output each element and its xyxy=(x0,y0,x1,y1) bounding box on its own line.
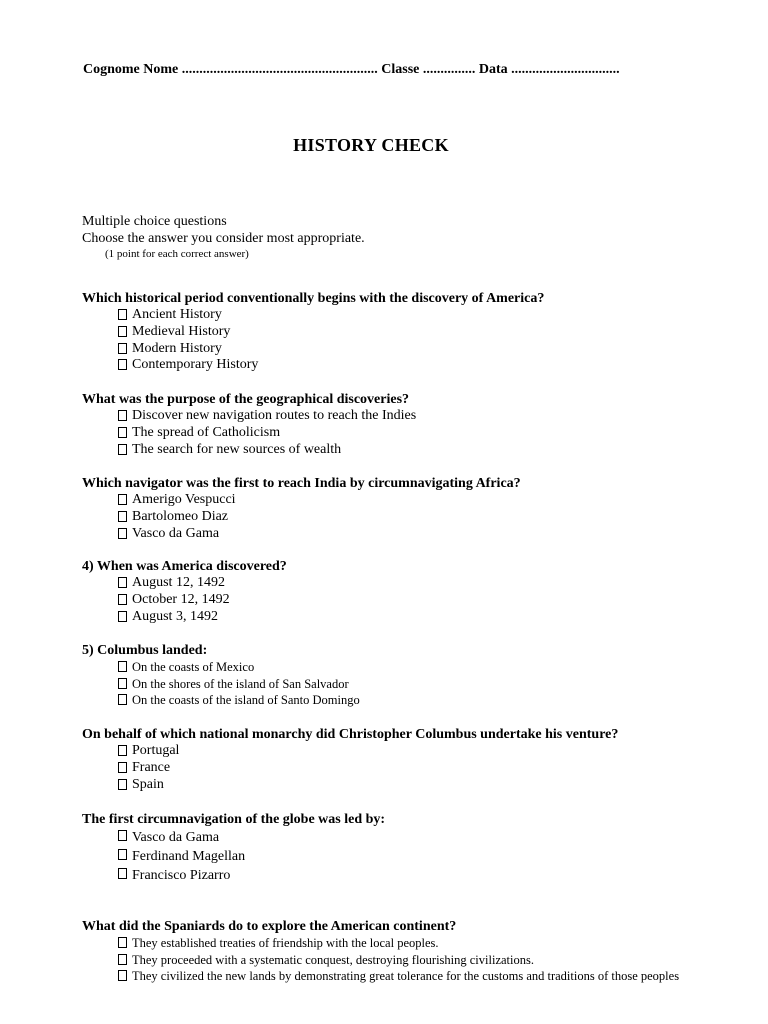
answer-label: They civilized the new lands by demonstrating great tolerance for the customs and traditions of those peoples xyxy=(132,969,680,984)
checkbox-icon[interactable] xyxy=(118,577,127,588)
checkbox-icon[interactable] xyxy=(118,849,127,860)
answer-option[interactable] xyxy=(82,659,722,676)
question-text: The first circumnavigation of the globe was led by: xyxy=(82,812,386,827)
checkbox-icon[interactable] xyxy=(118,444,127,455)
checkbox-icon[interactable] xyxy=(118,326,127,337)
answer-label: Vasco da Gama xyxy=(132,525,220,541)
answer-option[interactable] xyxy=(82,866,722,885)
checkbox-icon[interactable] xyxy=(118,494,127,505)
answer-label: Bartolomeo Diaz xyxy=(132,508,229,524)
answer-label: October 12, 1492 xyxy=(132,591,230,607)
question-text: On behalf of which national monarchy did Christopher Columbus undertake his venture? xyxy=(82,727,619,742)
question-text: 4) When was America discovered? xyxy=(82,559,287,574)
answer-option[interactable] xyxy=(82,324,722,341)
answer-label: The search for new sources of wealth xyxy=(132,441,342,457)
instructions-text: Choose the answer you consider most appropriate. xyxy=(82,231,365,246)
question-1 xyxy=(82,290,722,374)
answer-label: France xyxy=(132,759,171,775)
checkbox-icon[interactable] xyxy=(118,779,127,790)
checkbox-icon[interactable] xyxy=(118,762,127,773)
checkbox-icon[interactable] xyxy=(118,678,127,689)
answer-label: Spain xyxy=(132,776,164,792)
answer-options xyxy=(82,408,722,458)
answer-option[interactable] xyxy=(82,425,722,442)
checkbox-icon[interactable] xyxy=(118,511,127,522)
question-7 xyxy=(82,811,722,885)
question-text: 5) Columbus landed: xyxy=(82,643,208,658)
answer-label: Portugal xyxy=(132,743,180,758)
answer-option[interactable] xyxy=(82,743,722,760)
question-3 xyxy=(82,475,722,542)
answer-label: On the coasts of the island of Santo Domingo xyxy=(132,693,360,708)
answer-options xyxy=(82,575,722,625)
answer-label: Contemporary History xyxy=(132,357,259,373)
question-8 xyxy=(82,918,722,985)
checkbox-icon[interactable] xyxy=(118,830,127,841)
answer-label: Vasco da Gama xyxy=(132,830,220,845)
answer-options xyxy=(82,307,722,374)
answer-option[interactable] xyxy=(82,968,722,985)
checkbox-icon[interactable] xyxy=(118,661,127,672)
answer-label: Discover new navigation routes to reach the Indies xyxy=(132,408,417,423)
answer-label: On the coasts of Mexico xyxy=(132,660,255,674)
answer-label: Francisco Pizarro xyxy=(132,868,231,883)
question-2 xyxy=(82,391,722,458)
checkbox-icon[interactable] xyxy=(118,954,127,965)
checkbox-icon[interactable] xyxy=(118,528,127,539)
checkbox-icon[interactable] xyxy=(118,594,127,605)
question-text: What did the Spaniards do to explore the American continent? xyxy=(82,919,457,934)
instructions xyxy=(82,213,365,262)
question-6 xyxy=(82,726,722,793)
answer-option[interactable] xyxy=(82,777,722,794)
answer-options xyxy=(82,743,722,793)
checkbox-icon[interactable] xyxy=(118,970,127,981)
answer-option[interactable] xyxy=(82,952,722,969)
answer-label: Amerigo Vespucci xyxy=(132,492,236,507)
answer-options xyxy=(82,492,722,542)
page-title: HISTORY CHECK xyxy=(293,135,449,155)
answer-option[interactable] xyxy=(82,575,722,592)
answer-label: On the shores of the island of San Salvador xyxy=(132,676,349,691)
answer-label: They established treaties of friendship with the local peoples. xyxy=(132,936,439,950)
answer-label: Ferdinand Magellan xyxy=(132,849,246,864)
answer-label: Modern History xyxy=(132,340,222,356)
answer-option[interactable] xyxy=(82,692,722,709)
answer-label: Medieval History xyxy=(132,323,231,339)
answer-option[interactable] xyxy=(82,442,722,459)
checkbox-icon[interactable] xyxy=(118,410,127,421)
answer-option[interactable] xyxy=(82,341,722,358)
checkbox-icon[interactable] xyxy=(118,359,127,370)
answer-label: The spread of Catholicism xyxy=(132,424,281,440)
answer-options xyxy=(82,828,722,885)
answer-option[interactable] xyxy=(82,828,722,847)
instructions-scoring: (1 point for each correct answer) xyxy=(105,248,249,260)
answer-option[interactable] xyxy=(82,492,722,509)
answer-label: August 3, 1492 xyxy=(132,608,218,624)
checkbox-icon[interactable] xyxy=(118,868,127,879)
checkbox-icon[interactable] xyxy=(118,343,127,354)
answer-option[interactable] xyxy=(82,592,722,609)
question-text: Which navigator was the first to reach India by circumnavigating Africa? xyxy=(82,476,521,491)
checkbox-icon[interactable] xyxy=(118,611,127,622)
question-text: Which historical period conventionally begins with the discovery of America? xyxy=(82,291,545,306)
answer-option[interactable] xyxy=(82,408,722,425)
answer-option[interactable] xyxy=(82,509,722,526)
answer-option[interactable] xyxy=(82,935,722,952)
answer-label: They proceeded with a systematic conquest, destroying flourishing civilizations. xyxy=(132,952,534,967)
answer-option[interactable] xyxy=(82,526,722,543)
question-4 xyxy=(82,558,722,625)
checkbox-icon[interactable] xyxy=(118,309,127,320)
answer-option[interactable] xyxy=(82,307,722,324)
checkbox-icon[interactable] xyxy=(118,427,127,438)
question-text: What was the purpose of the geographical discoveries? xyxy=(82,392,410,407)
answer-option[interactable] xyxy=(82,609,722,626)
instructions-heading: Multiple choice questions xyxy=(82,214,227,229)
question-5 xyxy=(82,642,722,709)
answer-option[interactable] xyxy=(82,357,722,374)
answer-options xyxy=(82,935,722,985)
checkbox-icon[interactable] xyxy=(118,745,127,756)
checkbox-icon[interactable] xyxy=(118,694,127,705)
answer-options xyxy=(82,659,722,709)
answer-option[interactable] xyxy=(82,847,722,866)
student-info-line: Cognome Nome ........................................................ Classe ............... Data ............................... xyxy=(83,62,620,77)
answer-option[interactable] xyxy=(82,676,722,693)
answer-option[interactable] xyxy=(82,760,722,777)
answer-label: Ancient History xyxy=(132,307,222,322)
answer-label: August 12, 1492 xyxy=(132,575,225,590)
checkbox-icon[interactable] xyxy=(118,937,127,948)
